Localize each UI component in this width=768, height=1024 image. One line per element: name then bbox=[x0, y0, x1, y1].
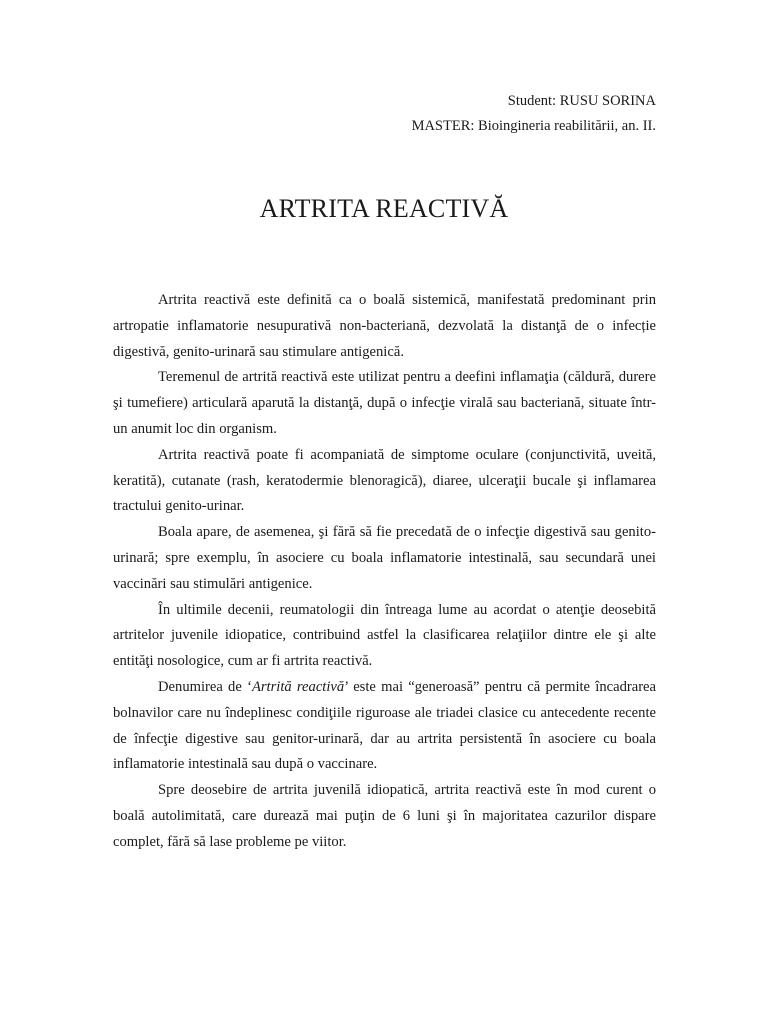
master-line: MASTER: Bioingineria reabilitării, an. II. bbox=[411, 118, 656, 134]
paragraph-1: Artrita reactivă este definită ca o boală sistemică, manifestată predominant prin artropatie inflamatorie nesupurativă non-bacteriană, dezvolată la distanţă de o infecție digestivă, genito-urinară sau stimulare antigenică. bbox=[113, 292, 656, 360]
paragraph-4: Boala apare, de asemenea, şi fără să fie precedată de o infecţie digestivă sau genito-urinară; spre exemplu, în asociere cu boala inflamatorie intestinală, sau secundară unei vaccinări sau stimulări antigenice. bbox=[113, 524, 656, 592]
paragraph-6-start: Denumirea de ‘ bbox=[158, 678, 252, 695]
paragraph-7: Spre deosebire de artrita juvenilă idiopatică, artrita reactivă este în mod curent o boală autolimitată, care durează mai puţin de 6 luni şi în majoritatea cazurilor dispare complet, fără să lase probleme pe viitor. bbox=[113, 782, 656, 850]
italic-term: Artrită reactivă bbox=[251, 678, 345, 695]
paragraph-6-rest: ’ este mai “generoasă” pentru că permite încadrarea bolnavilor care nu îndeplinesc condiţiile riguroase ale triadei clasice cu antecedente recente de înfecţie digestive sau genitor-urinară, dar au artrita persistentă în asociere cu boala inflamatorie intestinală sau după o vaccinare. bbox=[113, 678, 657, 773]
paragraph-2: Teremenul de artrită reactivă este utilizat pentru a deefini inflamaţia (căldură, durere şi tumefiere) articulară aparută la distanţă, după o infecţie virală sau bacteriană, situate într-un anumit loc din organism. bbox=[113, 369, 656, 437]
author-header bbox=[412, 89, 656, 139]
paragraph-6 bbox=[113, 675, 656, 778]
paragraph-5: În ultimile decenii, reumatologii din întreaga lume au acordat o atenţie deosebită artritelor juvenile idiopatice, contribuind astfel la clasificarea relaţiilor dintre ele şi alte entităţi nosologice, cum ar fi artrita reactivă. bbox=[113, 601, 656, 670]
paragraph-3: Artrita reactivă poate fi acompaniată de simptome oculare (conjunctivită, uveită, keratită), cutanate (rash, keratodermie blenoragică), diaree, ulceraţii bucale şi inflamarea tractului genito-urinar. bbox=[113, 446, 656, 515]
document-title: ARTRITA REACTIVĂ bbox=[259, 194, 509, 223]
student-line: Student: RUSU SORINA bbox=[507, 93, 656, 109]
document-body bbox=[113, 288, 656, 856]
